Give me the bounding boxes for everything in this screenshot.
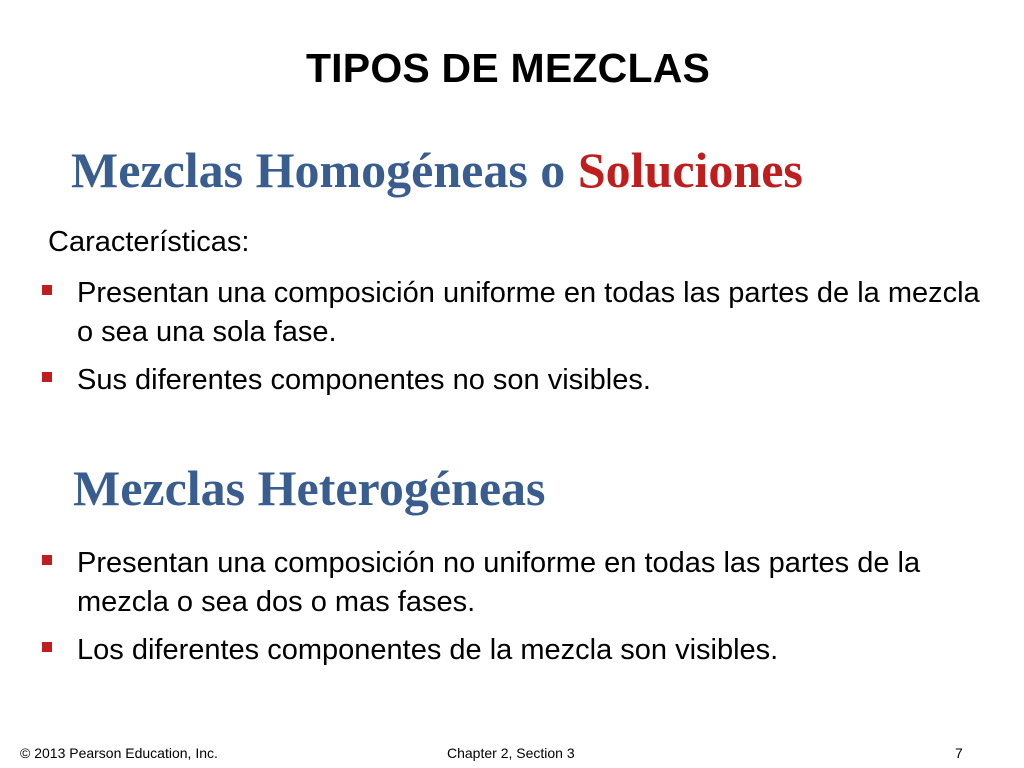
page-number: 7 [955,745,963,761]
square-bullet-icon [42,555,52,565]
heterogeneous-bullet-list [40,544,1000,679]
bullet-text: Sus diferentes componentes no son visibles. [77,364,651,396]
square-bullet-icon [42,285,52,295]
bullet-text: Presentan una composición uniforme en todas las partes de la mezcla o sea una sola fase. [77,277,980,348]
homogeneous-bullet-list [40,274,1000,409]
list-item [40,631,1000,670]
square-bullet-icon [42,372,52,382]
heterogeneous-heading [73,458,546,518]
homogeneous-heading-text: Mezclas Homogéneas o [71,142,578,198]
characteristics-label: Características: [48,226,250,258]
list-item [40,274,1000,352]
square-bullet-icon [42,642,52,652]
heterogeneous-heading-text: Mezclas Heterogéneas [73,460,546,516]
bullet-text: Presentan una composición no uniforme en todas las partes de la mezcla o sea dos o mas fases. [77,547,921,618]
homogeneous-heading [71,140,803,200]
list-item [40,361,1000,400]
bullet-text: Los diferentes componentes de la mezcla son visibles. [77,634,779,666]
footer-chapter: Chapter 2, Section 3 [447,745,575,761]
slide-title: TIPOS DE MEZCLAS [305,45,711,91]
solutions-heading-text: Soluciones [577,142,803,198]
footer-copyright: © 2013 Pearson Education, Inc. [20,745,218,761]
list-item [40,544,1000,622]
